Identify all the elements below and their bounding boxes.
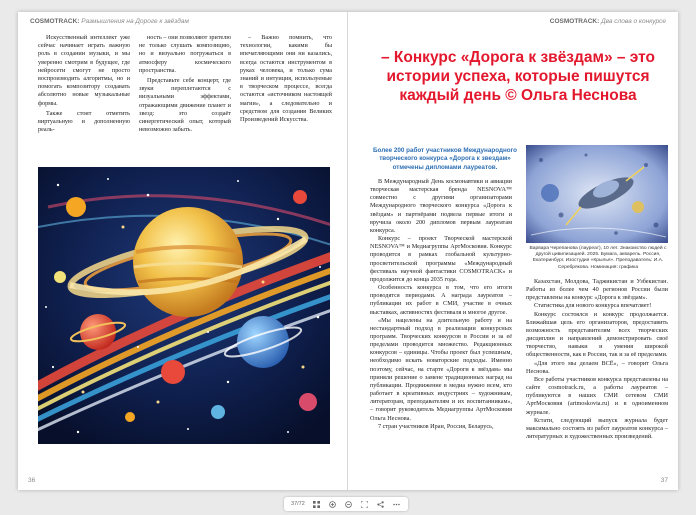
left-text-column-1 xyxy=(38,34,130,136)
paragraph: Конкурс – проект Творческой мастерской NESNOVA™ и Медиагруппы АртМосковия. Конкурс проводится в рамках глобальной культурно-просветительской программы «Международный фестиваль научной фантастики COSMOTRACK» и продолжится до конца 2035 года. xyxy=(370,235,512,283)
left-running-head xyxy=(30,18,189,25)
paragraph: Казахстан, Молдова, Таджикистан и Узбекистан. Работы из более чем 40 регионов России были представлены на конкурс «Дорога к звёздам». xyxy=(526,278,668,302)
paragraph: Искусственный интеллект уже сейчас начинает играть важную роль в создании музыки, и мы уверенно смотрим в будущее, где нейросети смогут не просто воспроизводить алгоритмы, но и помогать композитору создавать абсолютно новые музыкальные формы. xyxy=(38,34,130,107)
planets-illustration xyxy=(38,167,330,444)
paragraph: «Мы нацелены на длительную работу и на нестандартный подход в реализации конкурсных программ. Творческих конкурсов в России и за её пределами проводится множество. Редакционных конкурсов – единицы. Чтобы проект был успешным, необходимо искать новаторские подходы. Именно поэтому, сейчас, на старте «Дороги к звёздам» мы приняли решение о замене традиционных наград на публикации. Продвижение в медиа нужно всем, кто работает в креативных индустриях – художникам, литераторам, преподавателям и их воспитанникам», – говорит руководитель Медиагруппы АртМосковия Ольга Неснова. xyxy=(370,316,512,422)
share-icon[interactable] xyxy=(377,500,385,508)
left-text-column-2 xyxy=(139,34,231,136)
winning-artwork-image xyxy=(526,145,668,243)
left-page-number: 36 xyxy=(28,477,36,484)
paragraph: 7 стран участников Иран, Россия, Беларусь, xyxy=(378,422,494,430)
article-lead: Более 200 работ участников Международного творческого конкурса «Дорога к звездам» отмечены дипломами лауреатов. xyxy=(372,147,517,171)
right-running-head-title: Два слова о конкурсе xyxy=(601,18,666,25)
paragraph: «Для этого мы делаем ВСЁ», – говорит Ольга Неснова. xyxy=(526,359,668,375)
paragraph: Представьте себе концерт, где звуки переплетаются с визуальными эффектами, отражающими движение планет и звезд: это создаёт синергетический опыт, который невозможно забыть. xyxy=(139,77,231,134)
fullscreen-icon[interactable] xyxy=(361,500,369,508)
paragraph: ность – они позволяют зрителю не только слушать композицию, но и визуально погружаться в атмосферу космического пространства. xyxy=(139,34,231,74)
magazine-spread xyxy=(18,12,678,490)
thumbnails-grid-icon[interactable] xyxy=(313,500,321,508)
left-page xyxy=(18,12,348,490)
article-headline: – Конкурс «Дорога к звёздам» – это истории успеха, которые пишутся каждый день © Ольга Неснова xyxy=(380,49,656,104)
paragraph: Особенность конкурса в том, что его итоги проводятся периодами. А награда лауреатов – публикации их работ в СМИ, участие в очных выставках, активностях фестиваля и многое другое. xyxy=(370,284,512,316)
left-running-head-brand: COSMOTRACK: xyxy=(30,18,80,25)
right-page-number: 37 xyxy=(660,477,668,484)
right-text-column-2 xyxy=(526,278,668,441)
paragraph: Также стоит отметить виртуальную и дополненную реаль- xyxy=(38,109,130,134)
left-running-head-title: Размышления на Дороге к звёздам xyxy=(81,18,189,25)
paragraph: Все работы участников конкурса представлены на сайте cosmotrack.ru, а работы лауреатов – публикуются в наших СМИ сетевом СМИ АртМосковия (artmoskovia.ru) и в одноименном журнале. xyxy=(526,375,668,416)
viewer-toolbar xyxy=(284,497,408,511)
zoom-in-icon[interactable] xyxy=(329,500,337,508)
artwork-caption: Варвара Черепанова (лауреат), 10 лет. Знакомство людей с другой цивилизацией. 2025. Бумага, акварель. Россия, Екатеринбург. Изостудия «Крылья». Преподаватель: И.А. Серебрякова. Номинация: графика xyxy=(529,246,667,270)
left-text-column-3 xyxy=(240,34,332,126)
zoom-out-icon[interactable] xyxy=(345,500,353,508)
more-options-icon[interactable] xyxy=(393,500,401,508)
paragraph: В Международный День космонавтики и авиации творческая мастерская бренда NESNOVA™ совместно с другими организаторами Международного творческого конкурса «Дорога к звёздам» и партнёрами подвела первые итоги и вручила около 200 дипломов первым лауреатам конкурса. xyxy=(370,178,512,234)
right-running-head xyxy=(550,18,666,25)
paragraph: – Важно помнить, что технологии, какими бы впечатляющими они ни казались, всегда остаются инструментом в руках человека, и только сума знаний и интуиция, используемые в творческом процессе, всегда остаются «источником настоящей магии», а следовательно и средством для создания Великих Произведений Искусства. xyxy=(240,34,332,124)
paragraph: Кстати, следующий выпуск журнала будет максимально состоять из работ лауреатов конкурса – литературных и художественных произведений. xyxy=(526,416,668,440)
page-indicator[interactable]: 37/72 xyxy=(291,501,305,507)
right-page xyxy=(348,12,678,490)
right-running-head-brand: COSMOTRACK: xyxy=(549,18,600,25)
paragraph: Статистика для нового конкурса впечатляет! xyxy=(534,302,652,310)
right-text-column-1 xyxy=(370,178,512,431)
paragraph: Конкурс состоялся и конкурс продолжается. Ближайшая цель его организаторов, предоставить возможность представителям всех творческих дисциплин и направлений демонстрировать своё творчество, навыки и умения широкой общественности, как в России, так и за её пределами. xyxy=(526,310,668,359)
